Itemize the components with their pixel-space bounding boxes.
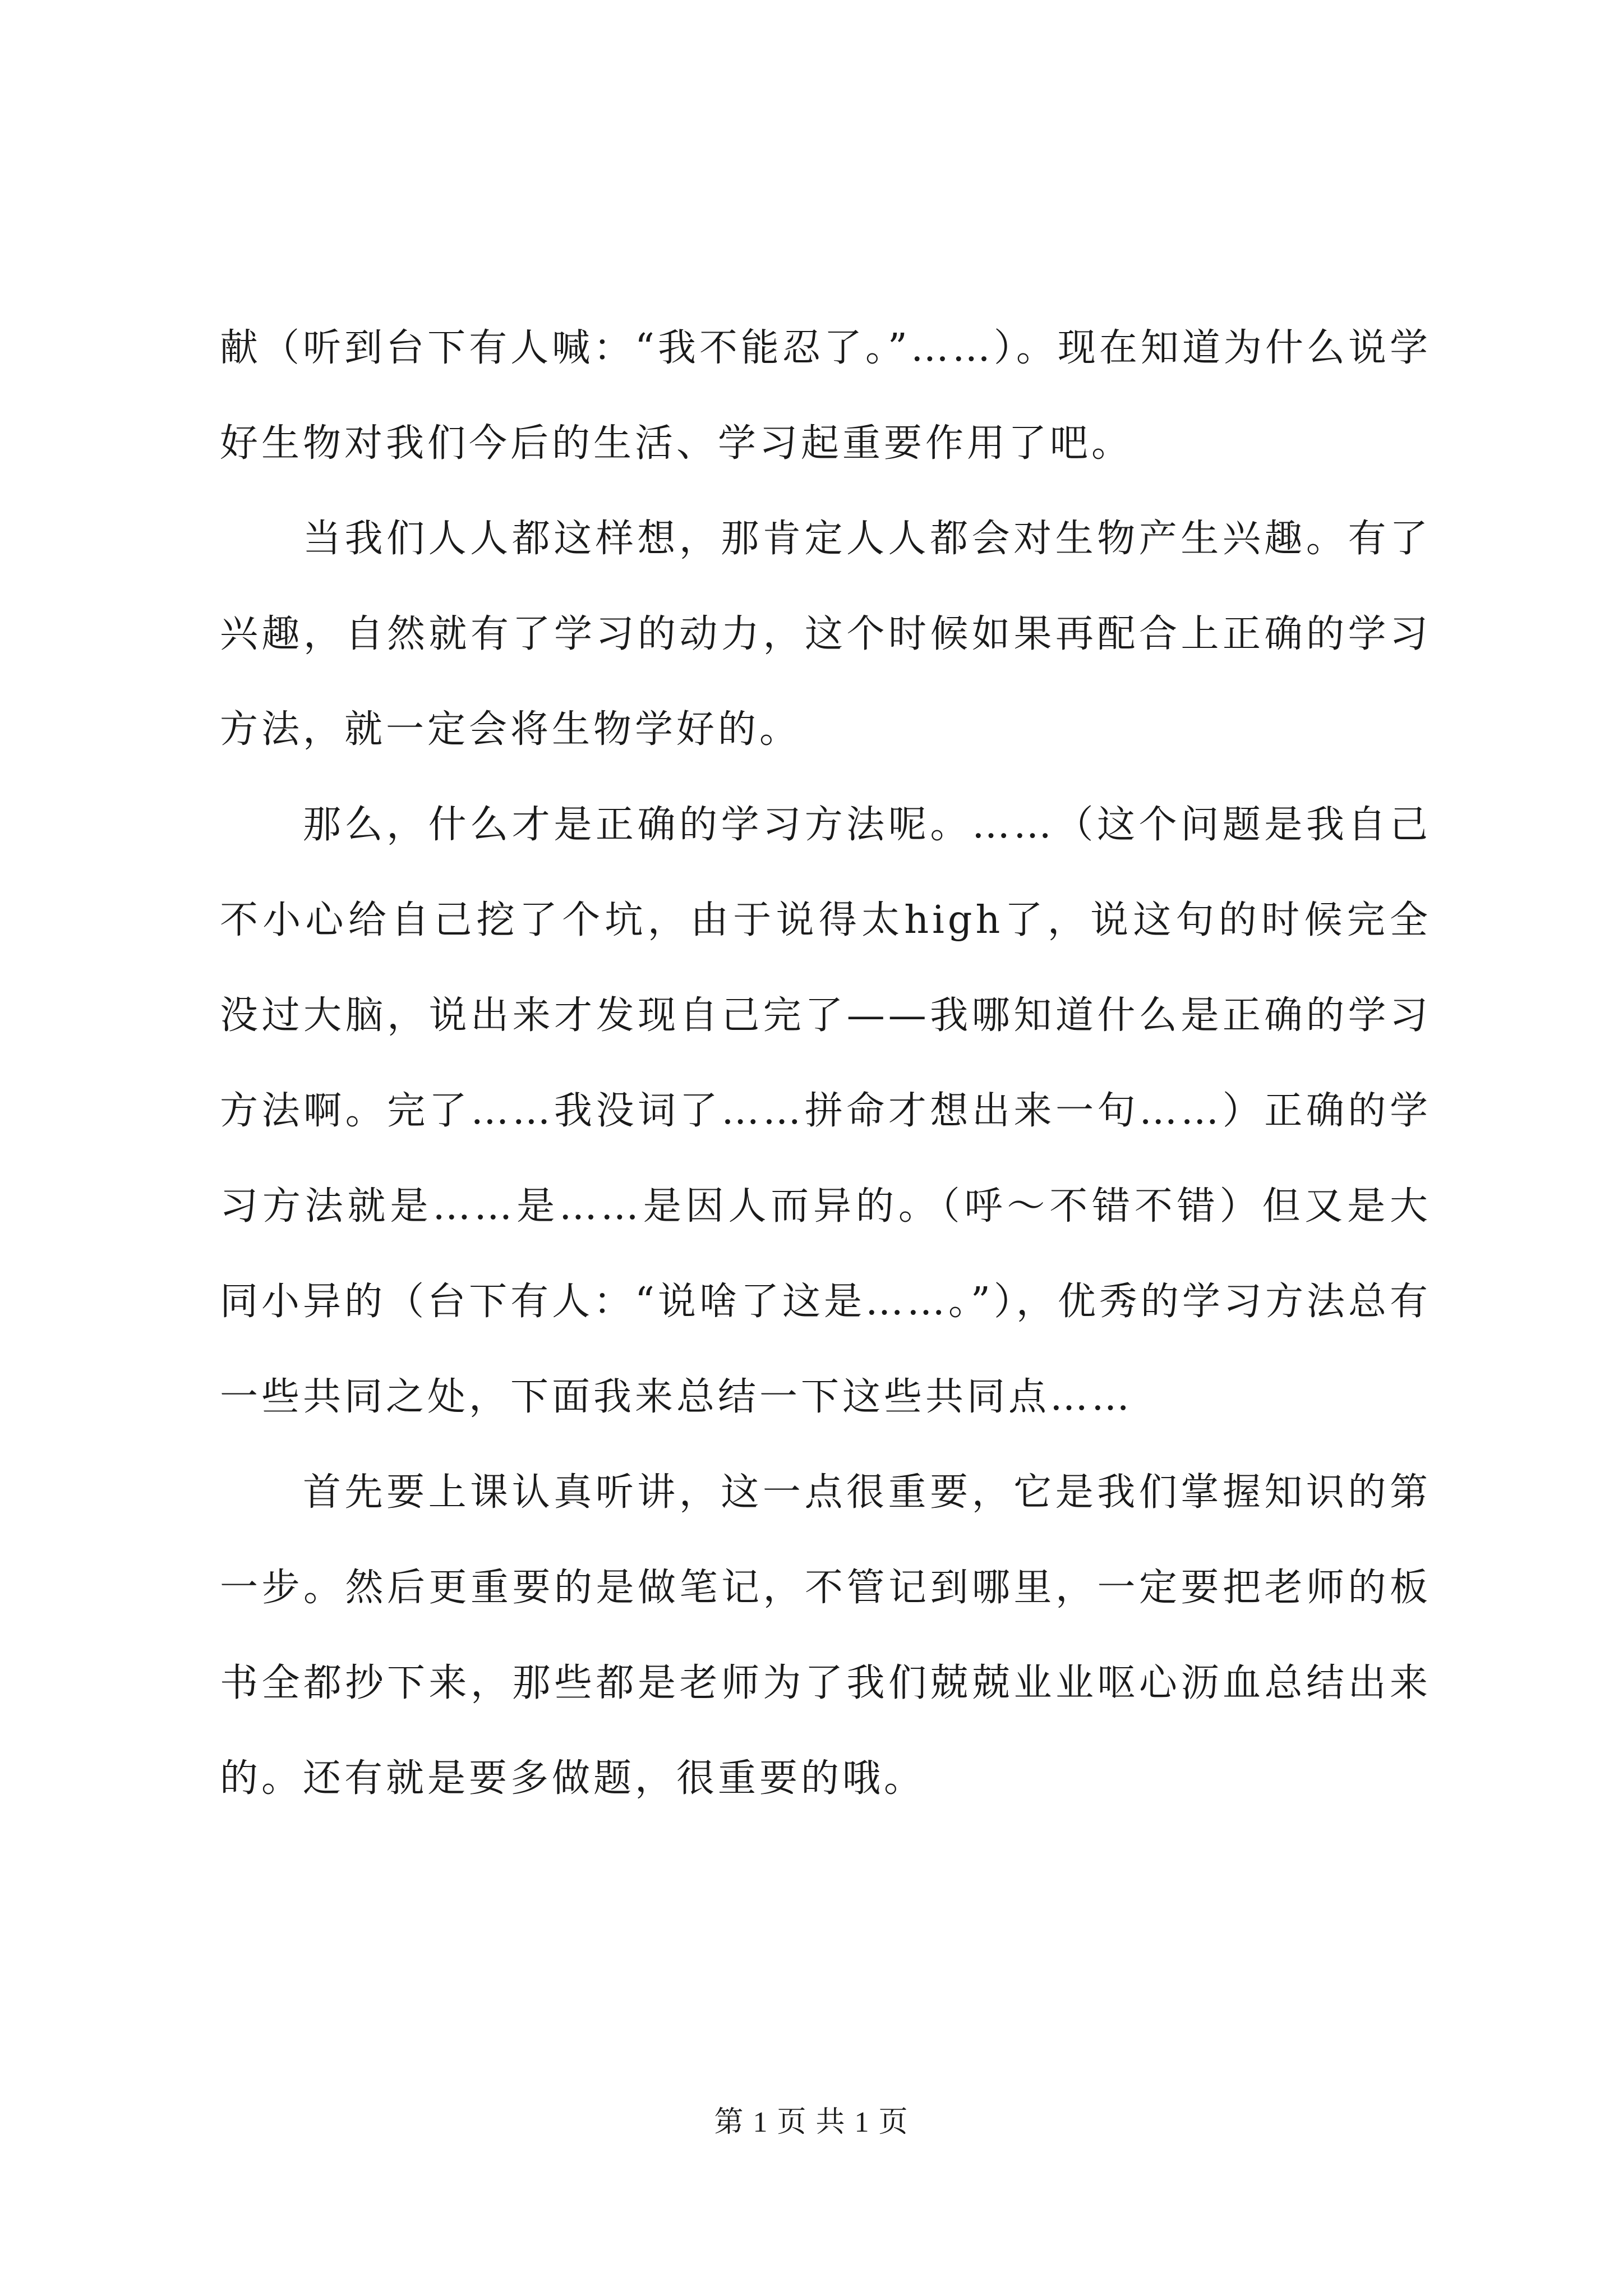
document-body (220, 301, 1431, 1826)
paragraph-continuation: 献（听到台下有人喊：“我不能忍了。”……）。现在知道为什么说学好生物对我们今后的生活、学习起重要作用了吧。 (220, 326, 1431, 466)
page-number: 第 1 页 共 1 页 (714, 2106, 909, 2138)
paragraph: 那么，什么才是正确的学习方法呢。……（这个问题是我自己不小心给自己挖了个坑，由于说得太high了，说这句的时候完全没过大脑，说出来才发现自己完了——我哪知道什么是正确的学习方法啊。完了……我没词了……拼命才想出来一句……）正确的学习方法就是……是……是因人而异的。（呼～不错不错）但又是大同小异的（台下有人：“说啥了这是……。”），优秀的学习方法总有一些共同之处，下面我来总结一下这些共同点…… (220, 803, 1431, 1419)
paragraph: 当我们人人都这样想，那肯定人人都会对生物产生兴趣。有了兴趣，自然就有了学习的动力，这个时候如果再配合上正确的学习方法，就一定会将生物学好的。 (220, 517, 1431, 752)
page-footer (0, 2105, 1623, 2141)
paragraph: 首先要上课认真听讲，这一点很重要，它是我们掌握知识的第一步。然后更重要的是做笔记，不管记到哪里，一定要把老师的板书全都抄下来，那些都是老师为了我们兢兢业业呕心沥血总结出来的。还有就是要多做题，很重要的哦。 (220, 1470, 1431, 1801)
